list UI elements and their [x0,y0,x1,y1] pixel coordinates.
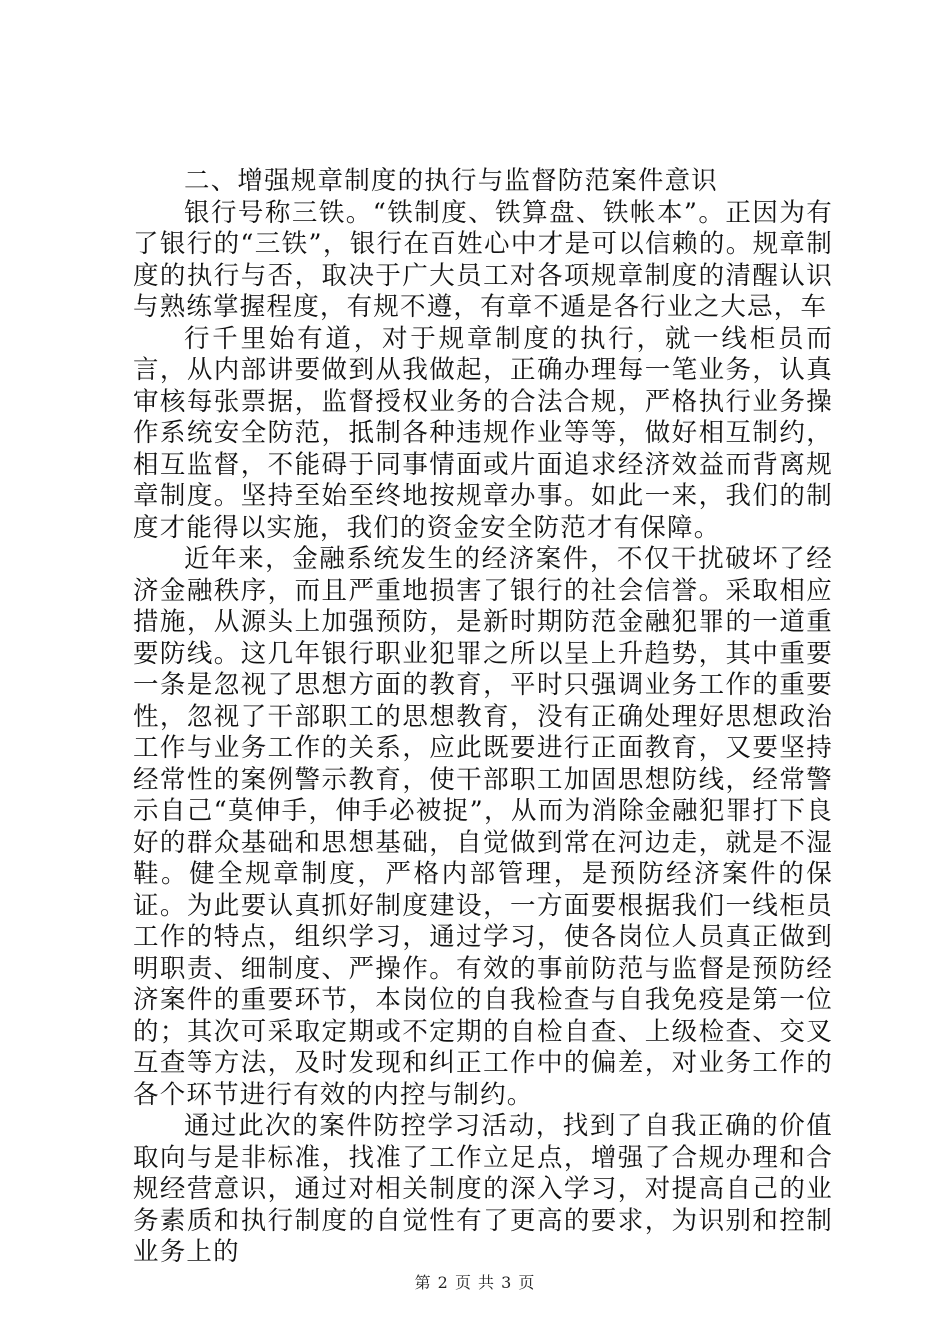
document-body [133,166,833,1269]
paragraph-1: 银行号称三铁。“铁制度、铁算盘、铁帐本”。正因为有了银行的“三铁”，银行在百姓心中才是可以信赖的。规章制度的执行与否，取决于广大员工对各项规章制度的清醒认识与熟练掌握程度，有规不遵，有章不遁是各行业之大忌，车 [133,197,833,322]
page-number-footer: 第 2 页 共 3 页 [414,1273,536,1292]
paragraph-3: 近年来，金融系统发生的经济案件，不仅干扰破坏了经济金融秩序，而且严重地损害了银行的社会信誉。采取相应措施，从源头上加强预防，是新时期防范金融犯罪的一道重要防线。这几年银行职业犯罪之所以呈上升趋势，其中重要一条是忽视了思想方面的教育，平时只强调业务工作的重要性，忽视了干部职工的思想教育，没有正确处理好思想政治工作与业务工作的关系，应此既要进行正面教育，又要坚持经常性的案例警示教育，使干部职工加固思想防线，经常警示自己“莫伸手，伸手必被捉”，从而为消除金融犯罪打下良好的群众基础和思想基础，自觉做到常在河边走，就是不湿鞋。健全规章制度，严格内部管理，是预防经济案件的保证。为此要认真抓好制度建设，一方面要根据我们一线柜员工作的特点，组织学习，通过学习，使各岗位人员真正做到明职责、细制度、严操作。有效的事前防范与监督是预防经济案件的重要环节，本岗位的自我检查与自我免疫是第一位的；其次可采取定期或不定期的自检自查、上级检查、交叉互查等方法，及时发现和纠正工作中的偏差，对业务工作的各个环节进行有效的内控与制约。 [133,544,833,1110]
paragraph-4: 通过此次的案件防控学习活动，找到了自我正确的价值取向与是非标准，找准了工作立足点，增强了合规办理和合规经营意识，通过对相关制度的深入学习，对提高自己的业务素质和执行制度的自觉性有了更高的要求，为识别和控制业务上的 [133,1111,833,1267]
paragraph-2: 行千里始有道，对于规章制度的执行，就一线柜员而言，从内部讲要做到从我做起，正确办理每一笔业务，认真审核每张票据，监督授权业务的合法合规，严格执行业务操作系统安全防范，抵制各种违规作业等等，做好相互制约，相互监督，不能碍于同事情面或片面追求经济效益而背离规章制度。坚持至始至终地按规章办事。如此一来，我们的制度才能得以实施，我们的资金安全防范才有保障。 [133,323,833,543]
section-heading: 二、增强规章制度的执行与监督防范案件意识 [184,166,719,196]
